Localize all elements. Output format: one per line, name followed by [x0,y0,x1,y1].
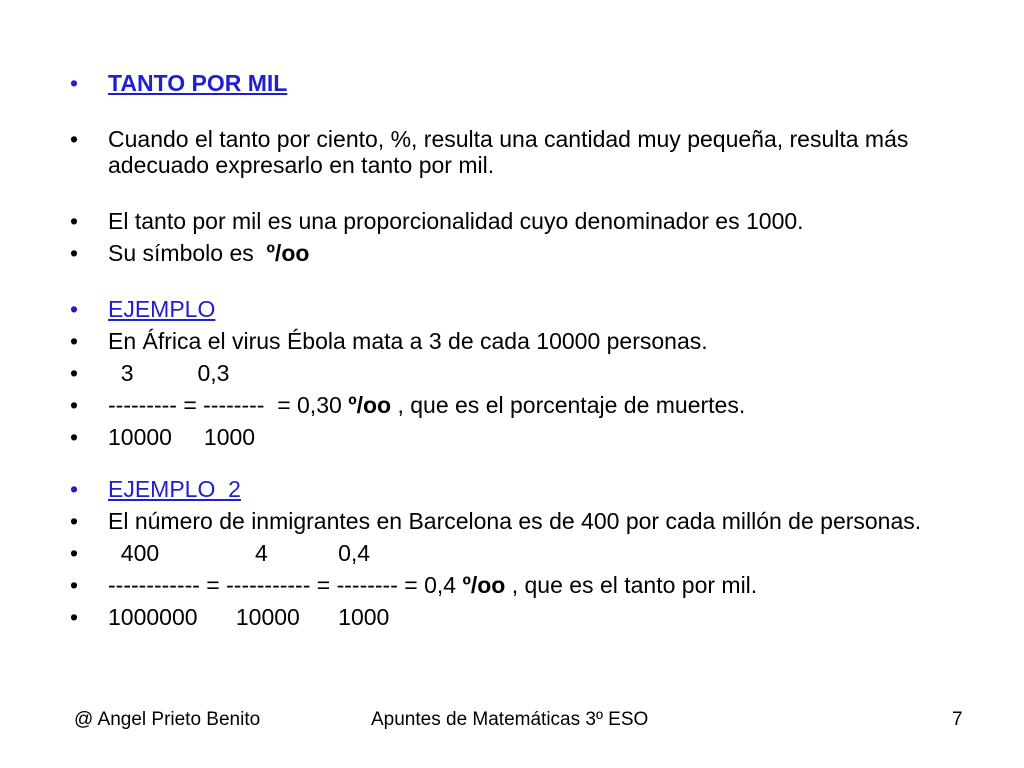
example2-fraction-suffix: , que es el tanto por mil. [505,572,758,598]
list-item-example2-fraction [70,572,960,598]
permille-symbol: º/oo [348,392,392,418]
bullet: • [70,208,79,234]
list-item-example2-denominators [70,604,960,630]
list-item-example2-heading [70,476,960,502]
bullet: • [70,126,79,152]
bullet: • [70,540,79,566]
list-item-definition [70,208,960,234]
bullet: • [70,70,79,96]
example1-fraction: --------- = -------- = 0,30 [108,392,349,418]
example2-fraction: ------------ = ----------- = -------- = 0,4 [108,572,463,598]
bullet: • [70,476,79,502]
example2-heading[interactable]: EJEMPLO 2 [108,476,241,502]
footer-course: Apuntes de Matemáticas 3º ESO [371,709,649,730]
list-item-example2-statement [70,508,960,534]
permille-symbol: º/oo [462,572,506,598]
list-item-symbol [70,240,960,266]
bullet: • [70,296,79,322]
slide-footer [0,708,1024,732]
permille-symbol: º/oo [266,240,310,266]
example2-denominators: 1000000 10000 1000 [108,604,390,630]
bullet: • [70,508,79,534]
footer-page-number: 7 [952,709,963,730]
bullet: • [70,572,79,598]
example1-numerators: 3 0,3 [108,360,230,386]
slide-body [70,70,960,630]
list-item-title [70,70,960,96]
list-item-example1-fraction [70,392,960,418]
list-item-example1-heading [70,296,960,322]
bullet: • [70,392,79,418]
list-item-example1-denominators [70,424,960,450]
symbol-label: Su símbolo es [108,240,267,266]
definition-text: El tanto por mil es una proporcionalidad cuyo denominador es 1000. [108,208,804,234]
example1-heading[interactable]: EJEMPLO [108,296,216,322]
example1-denominators: 10000 1000 [108,424,256,450]
slide-title[interactable]: TANTO POR MIL [108,70,288,96]
bullet: • [70,240,79,266]
example1-fraction-suffix: , que es el porcentaje de muertes. [391,392,746,418]
list-item-example1-statement [70,328,960,354]
bullet: • [70,424,79,450]
list-item-example2-numerators [70,540,960,566]
example2-statement: El número de inmigrantes en Barcelona es de 400 por cada millón de personas. [108,508,922,534]
intro-text: Cuando el tanto por ciento, %, resulta una cantidad muy pequeña, resulta más adecuado expresarlo en tanto por mil. [108,126,909,178]
bullet: • [70,328,79,354]
footer-author: @ Angel Prieto Benito [74,709,261,730]
example2-numerators: 400 4 0,4 [108,540,371,566]
bullet: • [70,604,79,630]
bullet: • [70,360,79,386]
list-item-intro [70,126,960,178]
list-item-example1-numerators [70,360,960,386]
example1-statement: En África el virus Ébola mata a 3 de cada 10000 personas. [108,328,708,354]
